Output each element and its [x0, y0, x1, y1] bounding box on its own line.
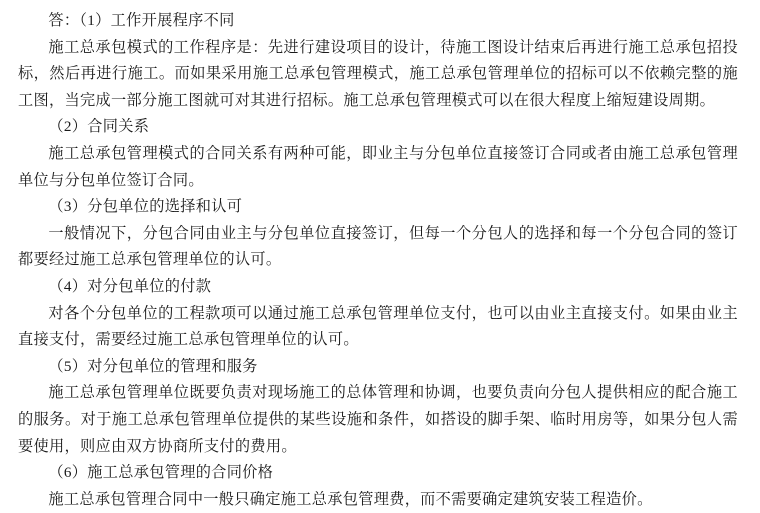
paragraph: （4）对分包单位的付款 [48, 277, 212, 295]
paragraph: （3）分包单位的选择和认可 [48, 198, 243, 216]
paragraph: 施工总承包模式的工作程序是：先进行建设项目的设计，待施工图设计结束后再进行施工总承包招投标，然后再进行施工。而如果采用施工总承包管理模式，施工总承包管理单位的招标可以不依赖完整的施工图，当完成一部分施工图就可对其进行招标。施工总承包管理模式可以在很大程度上缩短建设周期。 [18, 38, 738, 109]
document-body [18, 8, 738, 513]
paragraph: （5）对分包单位的管理和服务 [48, 357, 258, 375]
paragraph: 答：（1）工作开展程序不同 [48, 12, 235, 29]
paragraph: 施工总承包管理单位既要负责对现场施工的总体管理和协调，也要负责向分包人提供相应的配合施工的服务。对于施工总承包管理单位提供的某些设施和条件，如搭设的脚手架、临时用房等，如果分包人需要使用，则应由双方协商所支付的费用。 [18, 384, 738, 455]
paragraph: （6）施工总承包管理的合同价格 [48, 464, 274, 482]
paragraph: 对各个分包单位的工程款项可以通过施工总承包管理单位支付，也可以由业主直接支付。如果由业主直接支付，需要经过施工总承包管理单位的认可。 [18, 304, 738, 349]
paragraph: （2）合同关系 [48, 118, 150, 136]
paragraph: 施工总承包管理模式的合同关系有两种可能，即业主与分包单位直接签订合同或者由施工总承包管理单位与分包单位签订合同。 [18, 144, 738, 189]
paragraph: 施工总承包管理合同中一般只确定施工总承包管理费，而不需要确定建筑安装工程造价。 [48, 490, 653, 508]
paragraph: 一般情况下，分包合同由业主与分包单位直接签订，但每一个分包人的选择和每一个分包合同的签订都要经过施工总承包管理单位的认可。 [18, 224, 738, 269]
